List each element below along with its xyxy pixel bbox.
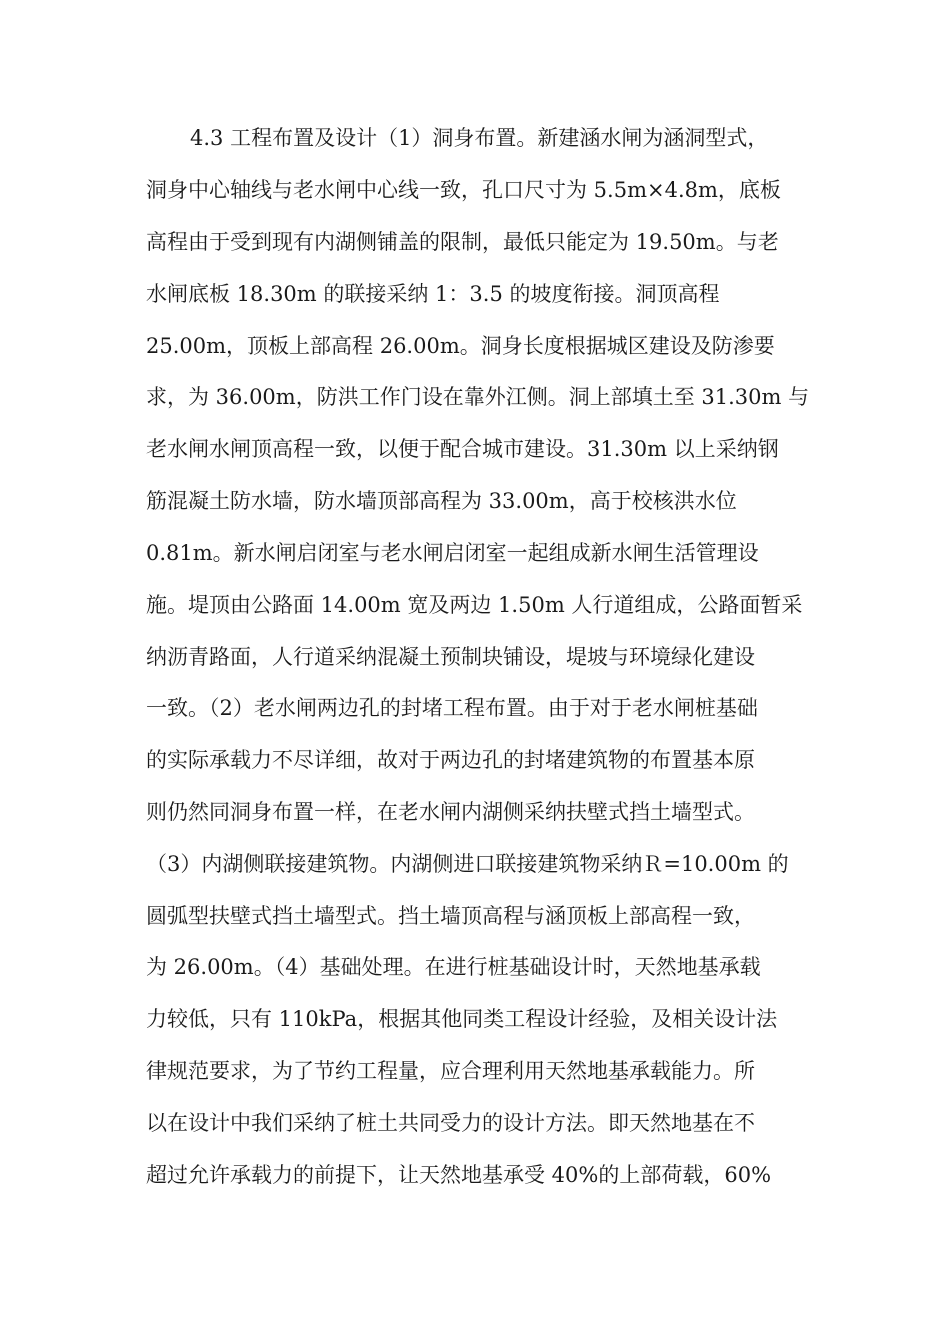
text-line-11: 纳沥青路面，人行道采纳混凝土预制块铺设，堤坡与环境绿化建设 — [146, 645, 755, 669]
text-line-8: 筋混凝土防水墙，防水墙顶部高程为 33.00m，高于校核洪水位 — [146, 489, 737, 513]
text-line-12: 一致。（2）老水闸两边孔的封堵工程布置。由于对于老水闸桩基础 — [146, 696, 758, 720]
text-line-4: 水闸底板 18.30m 的联接采纳 1：3.5 的坡度衔接。洞顶高程 — [146, 282, 720, 306]
text-line-20: 以在设计中我们采纳了桩土共同受力的设计方法。即天然地基在不 — [146, 1111, 755, 1135]
text-line-18: 力较低，只有 110kPa，根据其他同类工程设计经验，及相关设计法 — [146, 1007, 778, 1031]
text-line-21: 超过允许承载力的前提下，让天然地基承受 40%的上部荷载，60% — [146, 1163, 772, 1187]
text-line-6: 求，为 36.00m，防洪工作门设在靠外江侧。洞上部填土至 31.30m 与 — [146, 385, 810, 409]
text-line-7: 老水闸水闸顶高程一致，以便于配合城市建设。31.30m 以上采纳钢 — [146, 437, 779, 461]
text-line-15: （3）内湖侧联接建筑物。内湖侧进口联接建筑物采纳Ｒ=10.00m 的 — [146, 852, 789, 876]
text-line-2: 洞身中心轴线与老水闸中心线一致，孔口尺寸为 5.5m×4.8m，底板 — [146, 178, 781, 202]
text-line-1: 4.3 工程布置及设计（1）洞身布置。新建涵水闸为涵洞型式， — [190, 126, 769, 150]
text-line-19: 律规范要求，为了节约工程量，应合理利用天然地基承载能力。所 — [146, 1059, 755, 1083]
text-line-17: 为 26.00m。（4）基础处理。在进行桩基础设计时，天然地基承载 — [146, 955, 761, 979]
text-line-5: 25.00m，顶板上部高程 26.00m。洞身长度根据城区建设及防渗要 — [146, 334, 775, 358]
text-line-10: 施。堤顶由公路面 14.00m 宽及两边 1.50m 人行道组成，公路面暂采 — [146, 593, 803, 617]
text-line-14: 则仍然同洞身布置一样，在老水闸内湖侧采纳扶壁式挡土墙型式。 — [146, 800, 755, 824]
text-line-3: 高程由于受到现有内湖侧铺盖的限制，最低只能定为 19.50m。与老 — [146, 230, 779, 254]
text-line-9: 0.81m。新水闸启闭室与老水闸启闭室一起组成新水闸生活管理设 — [146, 541, 759, 565]
text-line-16: 圆弧型扶壁式挡土墙型式。挡土墙顶高程与涵顶板上部高程一致， — [146, 904, 755, 928]
text-line-13: 的实际承载力不尽详细，故对于两边孔的封堵建筑物的布置基本原 — [146, 748, 755, 772]
